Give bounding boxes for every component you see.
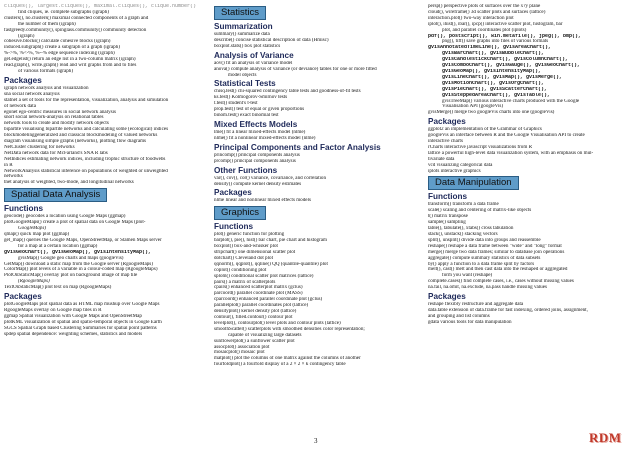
text-line: PlotOnStaticMap() overlay plot on background image of map tile (4, 273, 138, 279)
text-line: mosaicplot() mosaic plot (214, 350, 265, 356)
text-line: transform() transform a data frame (428, 202, 499, 208)
text-line: var(), cov(), cor() variance, covariance, and correlation (214, 175, 326, 181)
text-line: for a map at a certain location (ggmap) (18, 243, 98, 249)
text-line: ggmap Spatial visualization with Google Maps and OpenStreetMap (4, 313, 142, 319)
text-line: tnet analysis of weighted, two-mode, and longitudinal networks (4, 180, 134, 186)
text-line: plot, and parallel coordinates plot (iplots) (442, 27, 527, 33)
text-line: parallelplot() parallel coordinates plot (lattice) (214, 303, 309, 309)
text-line: gvisMap() Google geo charts and maps (googleVis) (18, 255, 124, 261)
text-line: nlme() fit a nonlinear mixed-effects model (nlme) (214, 135, 316, 141)
text-line: sample() sampling (428, 220, 466, 226)
text-line: anova() compute analysis of variance (or deviance) tables for one or more fitted (214, 66, 377, 72)
text-line: barplot(), pie(), hist() bar chart, pie chart and histogram (214, 238, 328, 244)
text-line: gvisCandlestickChart(), gvisColumnChart(), (442, 57, 569, 63)
mixed-heading: Mixed Effects Models (214, 119, 298, 129)
network-functions-list (4, 4, 204, 75)
text-line: read.graph(), write.graph() read and writ graphs from and to files (4, 63, 137, 69)
text-line: na.fail, na.omit, na.exclude, na.pass handle missing values (428, 285, 547, 291)
text-line: plot() generic function for plotting (214, 232, 285, 238)
text-line: coplot() conditioning plot (214, 267, 267, 273)
text-line: parcoord() parallel coordinate plot (MASS) (214, 291, 303, 297)
functions-heading: Functions (214, 222, 254, 232)
text-line: blockmodelinggeneralized and classical blockmodeling of valued networks (4, 133, 158, 139)
section-title-spatial: Spatial Data Analysis (4, 188, 107, 202)
text-line: Visualisation API (googleVis) (442, 104, 504, 110)
text-line: and grouping and list columns (428, 313, 490, 319)
text-line: reshape flexibly restructure and aggregate data (428, 302, 524, 308)
text-line: qmap() quick map plot (ggmap) (4, 232, 70, 237)
functions-heading: Functions (4, 204, 44, 214)
text-line: reshape() reshape a data frame between "wide" and "long" format (428, 243, 562, 249)
anova-heading: Analysis of Variance (214, 50, 294, 60)
text-line: sunflowerplot() a sunflower scatter plot (214, 338, 295, 344)
text-line: persp() perspective plots of surfaces over the x?y plane (428, 4, 541, 9)
text-line: assocplot() association plot (214, 344, 270, 350)
text-line: splom() conditional scatter plot matrices (lattice) (214, 273, 314, 279)
text-line: table(), tabulate(), xtabs() cross tabulation (428, 226, 514, 232)
text-line: the number of them (igraph) (18, 21, 76, 27)
text-line: prcomp() principal components analysis (214, 158, 296, 164)
text-line: lattice a powerful high-level data visualization system, with an emphasis on mul- (428, 150, 594, 156)
text-line: googleVis an interface between R and the Google Visualisation API to create (428, 133, 585, 139)
text-line: NetIndices estimating network indices, including trophic structure of foodwebs (4, 156, 166, 162)
text-line: gvisComboChart(), gvisGauge(), gvisGeoChart(), (442, 63, 581, 69)
text-line: contour(), filled.contour() contour plot (214, 315, 293, 320)
text-line: gvisSteppedAreaChart(), gvisTable(), (442, 92, 551, 98)
text-line: NetCluster clustering for networks (4, 144, 75, 150)
text-line: vcd visualizing categorical data (428, 162, 493, 168)
summarization-heading: Summarization (214, 22, 273, 31)
text-line: chisq.test() chi-squared contingency table tests and goodness-of-fit tests (214, 89, 361, 95)
text-line: networks (4, 174, 23, 180)
column-3 (428, 4, 634, 326)
text-line: plotKML visualization of spatial and spatio-temporal objects in Google Earth (4, 319, 162, 325)
text-line: gvisPieChart(), gvisScatterChart(), (442, 86, 548, 92)
text-line: pairs() a matrix of scatterplots (214, 279, 276, 285)
text-line: rCharts interactive javascript visualizations from R (428, 144, 532, 150)
tests-heading: Statistical Tests (214, 79, 276, 89)
text-line: igraph network analysis and visualization (4, 85, 89, 91)
text-line: matplot() plot the columns of one matrix against the columns of another (214, 356, 361, 362)
packages-heading: Packages (428, 117, 466, 127)
text-line: stripchart() one dimensional scatter plot (214, 250, 296, 256)
text-line: densityplot() kernel density plot (lattice) (214, 309, 297, 315)
text-line: complete.cases() find complete cases, i.e., cases without missing values (428, 279, 574, 285)
text-line: cloud(), wireframe() 3d scatter plots and surfaces (lattice) (428, 9, 546, 15)
text-line: lme() fit a linear mixed-effects model (nlme) (214, 129, 306, 135)
text-line: summary() summarize data (214, 32, 270, 37)
text-line: data.table extension of data.frame for fast indexing, ordered joins, assignment, (428, 307, 588, 313)
text-line: diagram visualising simple graphs (networks), plotting flow diagrams (4, 139, 147, 145)
text-line: gdata various tools for data manipulation (428, 319, 512, 325)
text-line: RgoogleMaps overlay on Google map tiles in R (4, 307, 102, 313)
text-line: of network data (4, 103, 36, 109)
pca-heading: Principal Components and Factor Analysis (214, 142, 381, 152)
text-line: clusters(), no.clusters() maximal connected components of a graph and (4, 15, 149, 21)
text-line: get.edgelist() return an edge list in a two-column matrix (igraph) (4, 57, 136, 63)
spatial-packages-list (4, 302, 204, 337)
text-line: statnet a set of tools for the representation, visualization, analysis and simulation (4, 97, 169, 103)
text-line: pdf(), postscript(), win.metafile(), jpeg(), bmp(), (428, 33, 582, 39)
text-line: geocode() geocodes a location using Google Maps (ggmap) (4, 214, 126, 220)
text-line: form you want (reshape) (442, 273, 493, 279)
text-line: by() apply a function to a data frame split by factors (428, 261, 535, 267)
text-line: induced.subgraph() create a subgraph of a graph (igraph) (4, 45, 120, 51)
text-line: interactive charts (428, 139, 463, 145)
text-line: interaction.plot() two-way interaction plot (428, 15, 514, 21)
text-line: scale() scaling and centering of matrix-like objects (428, 208, 532, 214)
text-line: png(), tiff() save graphs into files of various formats (442, 39, 549, 45)
text-line: cpairs() enhanced scatterplot matrix (gclus) (214, 285, 303, 291)
text-line: find cliques, ie. complete subgraphs (igraph) (18, 9, 109, 15)
text-line: spdep spatial dependence: weighting schemes, statistics and models (4, 331, 143, 337)
text-line: gvisBarChart(), gvisBubbleChart(), (442, 51, 545, 57)
text-line: GoogleMaps) (18, 226, 47, 232)
text-line: describe() concise statistical description of data (Hmisc) (214, 37, 329, 43)
text-line: TextOnStaticMap() plot text on map (RgoogleMaps) (4, 285, 112, 291)
text-line: NetworkAnalysis statistical inference on populations of weighted or unweighted (4, 168, 168, 174)
text-line: snort social network-analysis on relational tables (4, 115, 104, 121)
text-line: t() matrix transpose (428, 214, 468, 220)
text-line: (RgoogleMaps) (18, 279, 50, 285)
text-line: network tools to create and modify network objects (4, 121, 109, 127)
spatial-functions-list (4, 214, 204, 291)
text-line: gvisGeoMap(), gvisIntensityMap(), (442, 68, 542, 74)
text-line: gvisTreeMap() various interactive charts produced with the Google (442, 98, 580, 104)
text-line: binom.test() exact binomial test (214, 113, 279, 119)
text-line: gvisLineChart(), gvisMap(), gvisMerge(), (442, 74, 563, 80)
text-line: dotchart() Cleveland dot plot (214, 255, 273, 261)
text-line: plotGoogleMaps() create a plot of spatial data on Google Maps (plot- (4, 220, 146, 226)
rdm-logo: RDM (589, 430, 622, 445)
text-line: boxplot() box-and-whisker plot (214, 244, 278, 250)
text-line: bipartite visualising bipartite networks and calculating some (ecological) indices (4, 127, 169, 133)
page-number: 3 (314, 437, 318, 445)
text-line: gvisGeoChart(), gvisGeoMap(), gvisIntensityMap(), (4, 249, 152, 255)
text-line: merge() merge two data frames; similar to database join operations (428, 249, 565, 255)
text-line: capable of visualizing large datasets (228, 332, 302, 338)
text-line: gvisMerge() merge two googleVis charts into one (googleVis) (428, 110, 555, 116)
text-line: qqnorm(), qqplot(), qqline() QQ (quantile-quantile) plot (214, 261, 328, 267)
text-line: egonet ego-centric measures in social network analysis (4, 109, 117, 115)
text-line: aggregate() compute summary statistics of data subsets (428, 255, 541, 261)
packages-heading: Packages (4, 75, 42, 85)
text-line: princomp() principal components analysis (214, 152, 300, 158)
column-1 (4, 4, 204, 338)
text-line: sna social network analysis (4, 91, 60, 97)
text-line: tivariate data (428, 156, 455, 162)
text-line: in R (4, 162, 13, 168)
text-line: ColorMap() plot levels of a variable in a colour-coded map (RgoogleMaps) (4, 267, 158, 273)
text-line: split(), unsplit() divide data into groups and reassemble (428, 237, 541, 243)
text-line: %->%, %<-%, %--% edge sequence indexing (igraph) (4, 51, 115, 57)
text-line: stack(), unstack() stacking vectors (428, 232, 498, 237)
text-line: iplots interactive graphics (428, 168, 481, 174)
text-line: ks.test() Kolmogorov-Smirnov tests (214, 95, 288, 101)
text-line: cparcoord() enhanced parallel coordinate plot (gclus) (214, 297, 323, 303)
functions-heading: Functions (428, 192, 468, 202)
column-2 (214, 4, 421, 368)
text-line: t.test() student's t-test (214, 101, 258, 107)
text-line: gvisMotionChart(), gvisOrgChart(), (442, 80, 545, 86)
text-line: plotGoogleMaps plot spatial data as HTML map mushup over Google Maps (4, 302, 160, 308)
text-line: GetMap() download a static map from the Google server (RgoogleMaps) (4, 261, 153, 267)
section-title-statistics: Statistics (214, 6, 266, 20)
text-line: of various formats (igraph) (18, 68, 74, 74)
text-line: fourfoldplot() a fourfold display of a 2 × 2 × k contingency table (214, 362, 346, 368)
text-line: cohesive.blocks() calculate cohesive blocks (igraph) (4, 39, 111, 45)
other-heading: Other Functions (214, 165, 278, 175)
text-line: iplot(), ihist(), ibar(), ipcp() interactive scatter plot, histogram, bar (428, 21, 563, 27)
text-line: melt(), cast() melt and then cast data into the reshaped or aggregated (428, 267, 568, 273)
text-line: gvisAnnotatedTimeLine(), gvisAreaChart(), (428, 45, 552, 51)
packages-heading: Packages (4, 292, 42, 302)
text-line: ggplot2 an implementation of the Grammar of Graphics (428, 127, 542, 133)
text-line: aov() fit an analysis of variance model (214, 60, 293, 66)
packages-heading: Packages (428, 292, 466, 302)
text-line: density() compute kernel density estimates (214, 181, 302, 187)
text-line: SGCS Spatial Graph based Clustering Summaries for spatial point patterns (4, 325, 157, 331)
text-line: boxplot.stats() box plot statistics (214, 43, 281, 49)
text-line: nlme linear and nonlinear mixed effects models (214, 198, 311, 204)
network-packages-list (4, 86, 204, 186)
text-line: NetData network data for McFarland's SNA R labs (4, 150, 108, 156)
text-line: (igraph) (18, 33, 35, 39)
text-line: model objects (228, 72, 257, 78)
section-title-data-manipulation: Data Manipulation (428, 176, 519, 190)
text-line: fastgreedy.community(), spinglass.community() community detection (4, 27, 147, 33)
text-line: cliques(), largest.cliques(), maximal.cliques(), clique.number() (4, 4, 197, 9)
section-title-graphics: Graphics (214, 206, 266, 220)
text-line: prop.test() test of equal or given proportions (214, 107, 305, 113)
text-line: get_map() queries the Google Maps, OpenStreetMap, or Stamen Maps server (4, 237, 162, 243)
packages-heading: Packages (214, 188, 252, 198)
text-line: smoothScatter() scatterplots with smoothed densities color representation; (214, 326, 365, 332)
text-line: levelplot(), contourplot() level plots and contour plots (lattice) (214, 320, 341, 326)
